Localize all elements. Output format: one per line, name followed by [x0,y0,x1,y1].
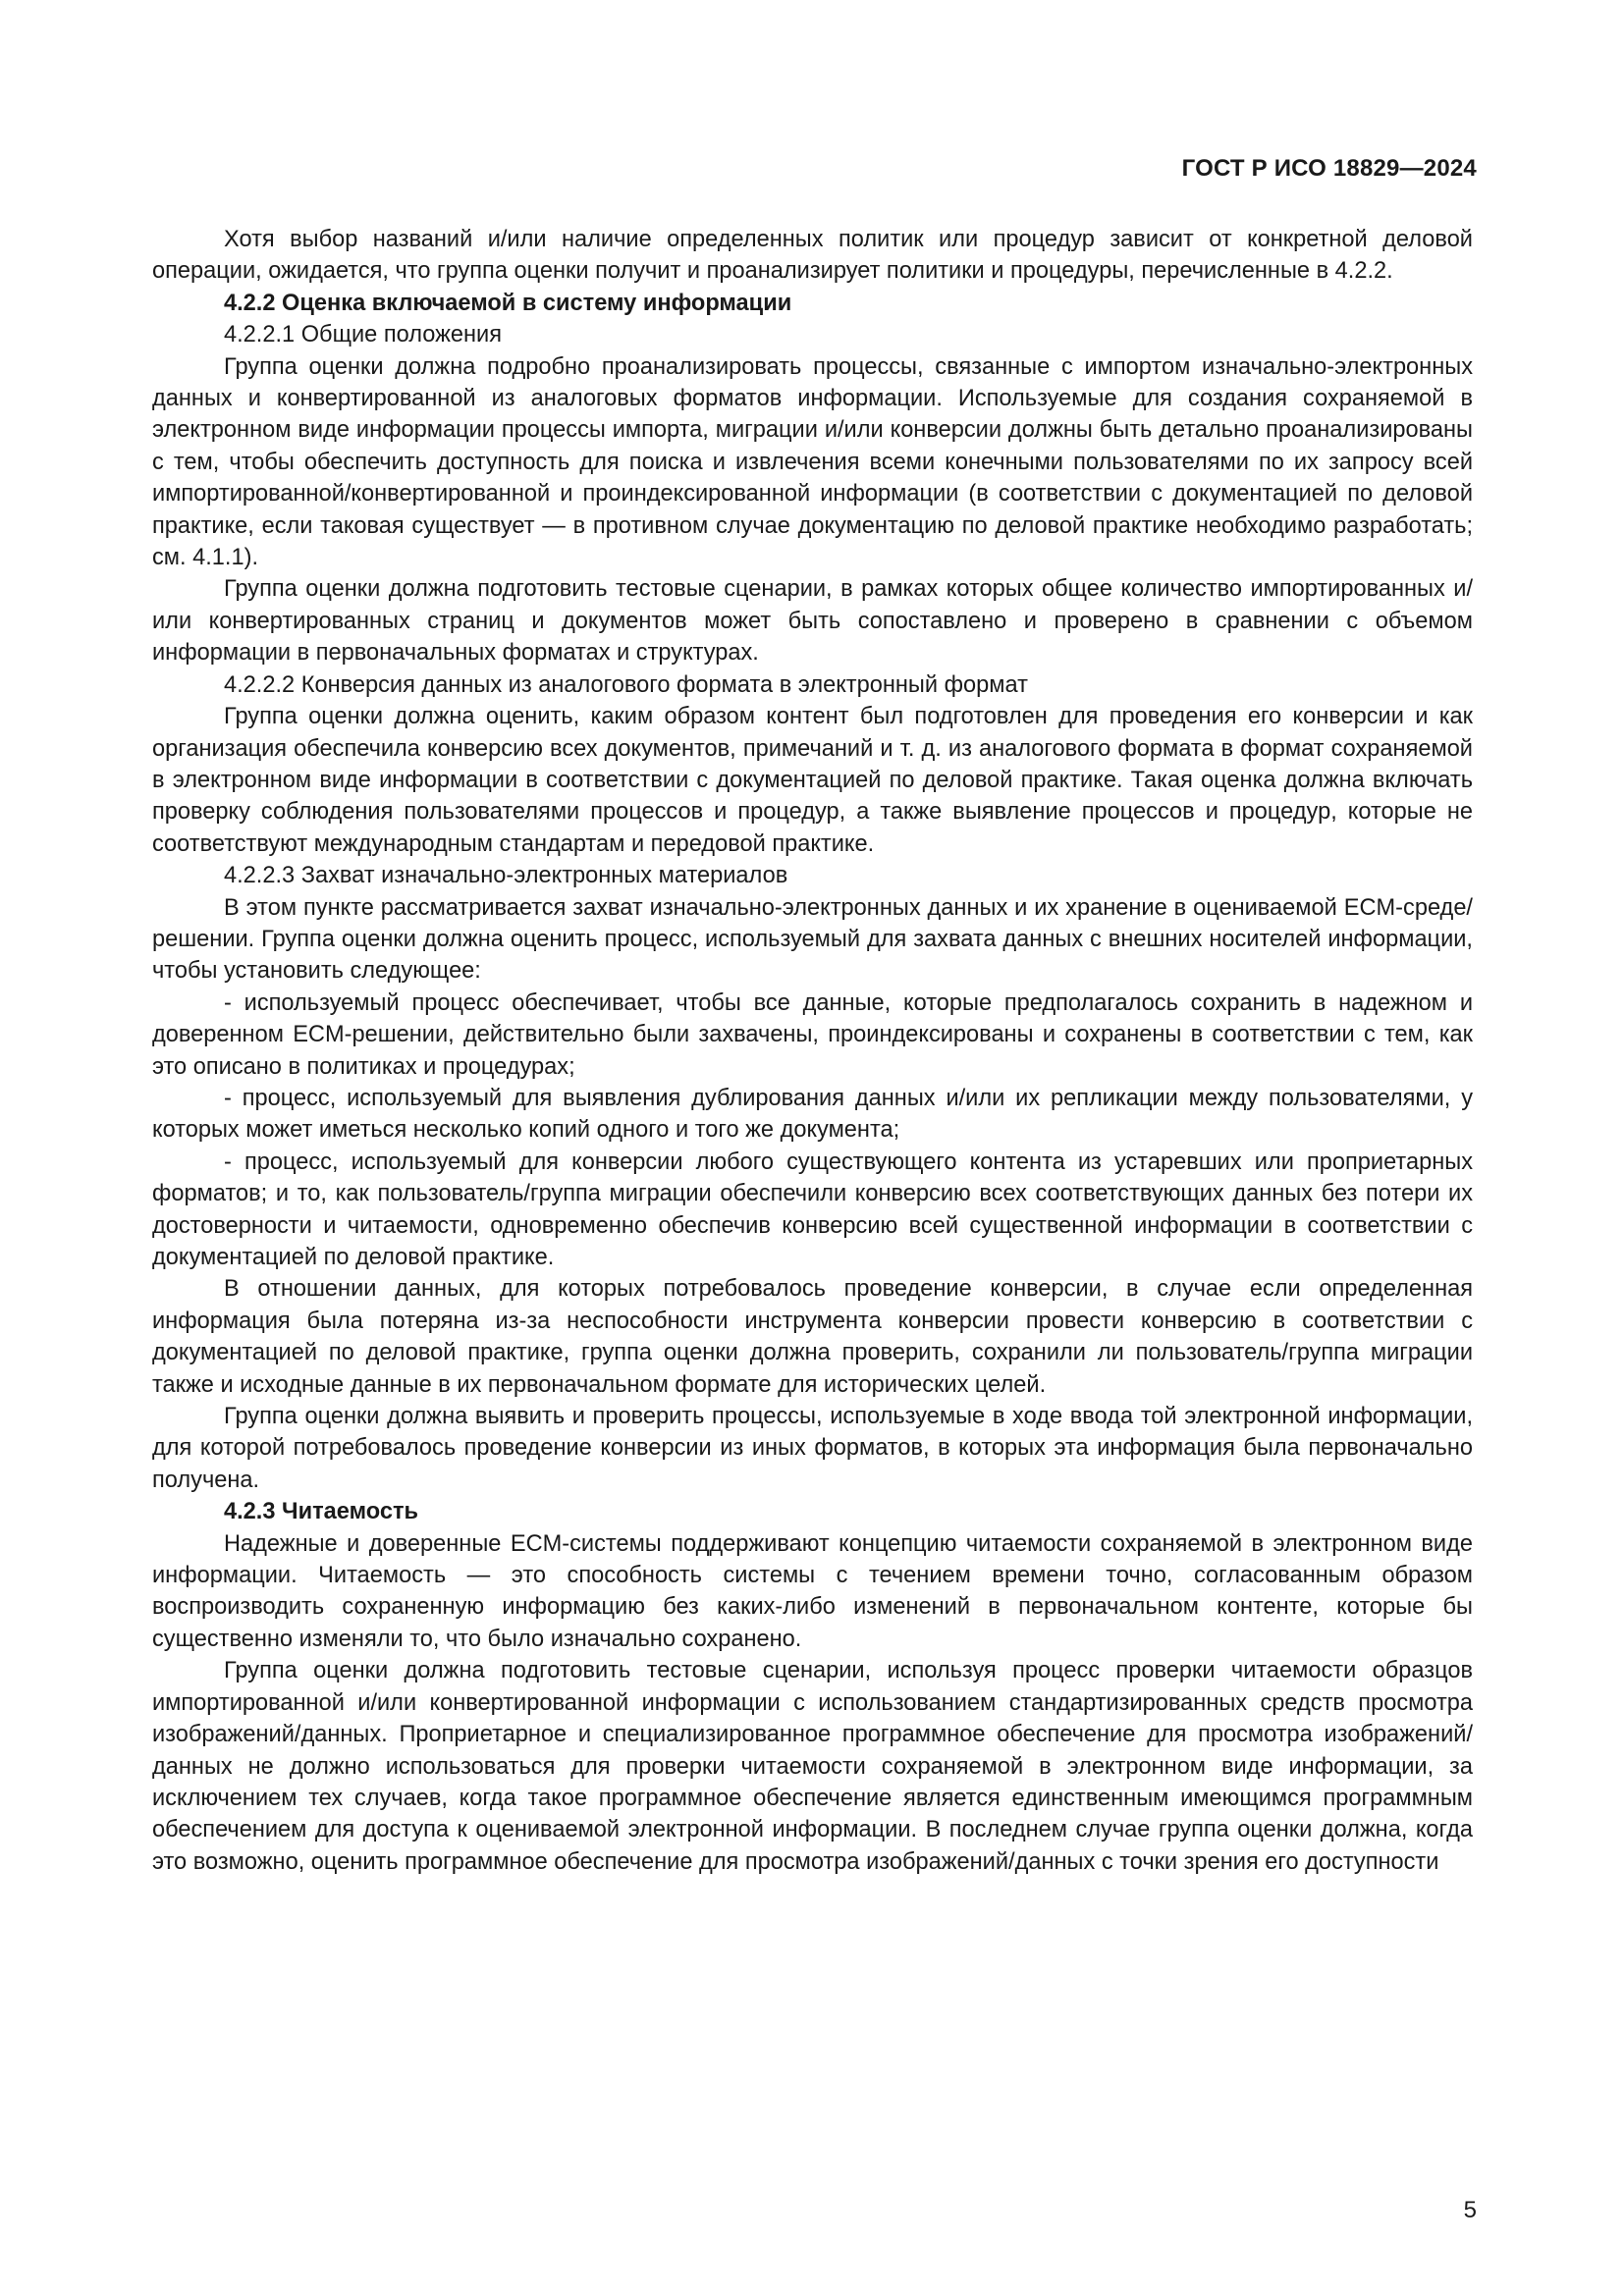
page-number: 5 [1463,2197,1477,2223]
heading-4-2-3: 4.2.3 Читаемость [224,1499,419,1525]
paragraph-readability-tests: Группа оценки должна подготовить тестовые сценарии, используя процесс проверки читаемости образцов импортированной и/или конвертированной информации с использованием стандартизированных средств просмотра изображений/данных. Проприетарное и специализированное программное обеспечение для просмотра изображений/данных не должно использоваться для проверки читаемости сохраняемой в электронном виде информации, за исключением тех случаев, когда такое программное обеспечение является единственным имеющимся программным обеспечением для доступа к оцениваемой электронной информации. В последнем случае группа оценки должна, когда это возможно, оценить программное обеспечение для просмотра изображений/данных с точки зрения его доступности [152,1658,1473,1875]
heading-4-2-2-3: 4.2.2.3 Захват изначально-электронных материалов [224,863,788,889]
paragraph-intro: Хотя выбор названий и/или наличие определенных политик или процедур зависит от конкретной деловой операции, ожидается, что группа оценки получит и проанализирует политики и процедуры, перечисленные в 4.2.2. [152,227,1473,285]
list-item-capture-process: - используемый процесс обеспечивает, чтобы все данные, которые предполагалось сохранить в надежном и доверенном ECM-решении, действительно были захвачены, проиндексированы и сохранены в соответствии с тем, как это описано в политиках и процедурах; [152,989,1473,1080]
paragraph-input-processes: Группа оценки должна выявить и проверить процессы, используемые в ходе ввода той электронной информации, для которой потребовалось проведение конверсии из иных форматов, в которых эта информация была первоначально получена. [152,1404,1473,1493]
list-item-duplication-process: - процесс, используемый для выявления дублирования данных и/или их репликации между пользователями, у которых может иметься несколько копий одного и того же документа; [152,1085,1473,1144]
heading-4-2-2-2: 4.2.2.2 Конверсия данных из аналогового формата в электронный формат [224,671,1028,698]
list-item-conversion-process: - процесс, используемый для конверсии любого существующего контента из устаревших или проприетарных форматов; и то, как пользователь/группа миграции обеспечили конверсию всех соответствующих данных без потери их достоверности и читаемости, одновременно обеспечив конверсию всей существенной информации в соответствии с документацией по деловой практике. [152,1148,1473,1270]
document-body [152,224,1473,1878]
paragraph-test-scenarios: Группа оценки должна подготовить тестовые сценарии, в рамках которых общее количество импортированных и/или конвертированных страниц и документов может быть сопоставлено и проверено в сравнении с объемом информации в первоначальных форматах и структурах. [152,576,1473,667]
standard-designation: ГОСТ Р ИСО 18829—2024 [1181,155,1477,182]
heading-4-2-2-1: 4.2.2.1 Общие положения [224,322,502,348]
paragraph-capture: В этом пункте рассматривается захват изначально-электронных данных и их хранение в оцениваемой ECM-среде/решении. Группа оценки должна оценить процесс, используемый для захвата данных с внешних носителей информации, чтобы установить следующее: [152,894,1473,985]
heading-4-2-2: 4.2.2 Оценка включаемой в систему информации [224,290,792,316]
paragraph-analysis-processes: Группа оценки должна подробно проанализировать процессы, связанные с импортом изначально-электронных данных и конвертированной из аналоговых форматов информации. Используемые для создания сохраняемой в электронном виде информации процессы импорта, миграции и/или конверсии должны быть детально проанализированы с тем, чтобы обеспечить доступность для поиска и извлечения всеми конечными пользователями по их запросу всей импортированной/конвертированной и проиндексированной информации (в соответствии с документацией по деловой практике, если таковая существует — в противном случае документацию по деловой практике необходимо разработать; см. 4.1.1). [152,353,1473,571]
paragraph-conversion-assessment: Группа оценки должна оценить, каким образом контент был подготовлен для проведения его конверсии и как организация обеспечила конверсию всех документов, примечаний и т. д. из аналогового формата в формат сохраняемой в электронном виде информации в соответствии с документацией по деловой практике. Такая оценка должна включать проверку соблюдения пользователями процессов и процедур, а также выявление процессов и процедур, которые не соответствуют международным стандартам и передовой практике. [152,704,1473,857]
paragraph-lost-information: В отношении данных, для которых потребовалось проведение конверсии, в случае если определенная информация была потеряна из-за неспособности инструмента конверсии провести конверсию в соответствии с документацией по деловой практике, группа оценки должна проверить, сохранили ли пользователь/группа миграции также и исходные данные в их первоначальном формате для исторических целей. [152,1276,1473,1398]
paragraph-readability-concept: Надежные и доверенные ECM-системы поддерживают концепцию читаемости сохраняемой в электронном виде информации. Читаемость — это способность системы с течением времени точно, согласованным образом воспроизводить сохраненную информацию без каких-либо изменений в первоначальном контенте, которые бы существенно изменяли то, что было изначально сохранено. [152,1530,1473,1652]
